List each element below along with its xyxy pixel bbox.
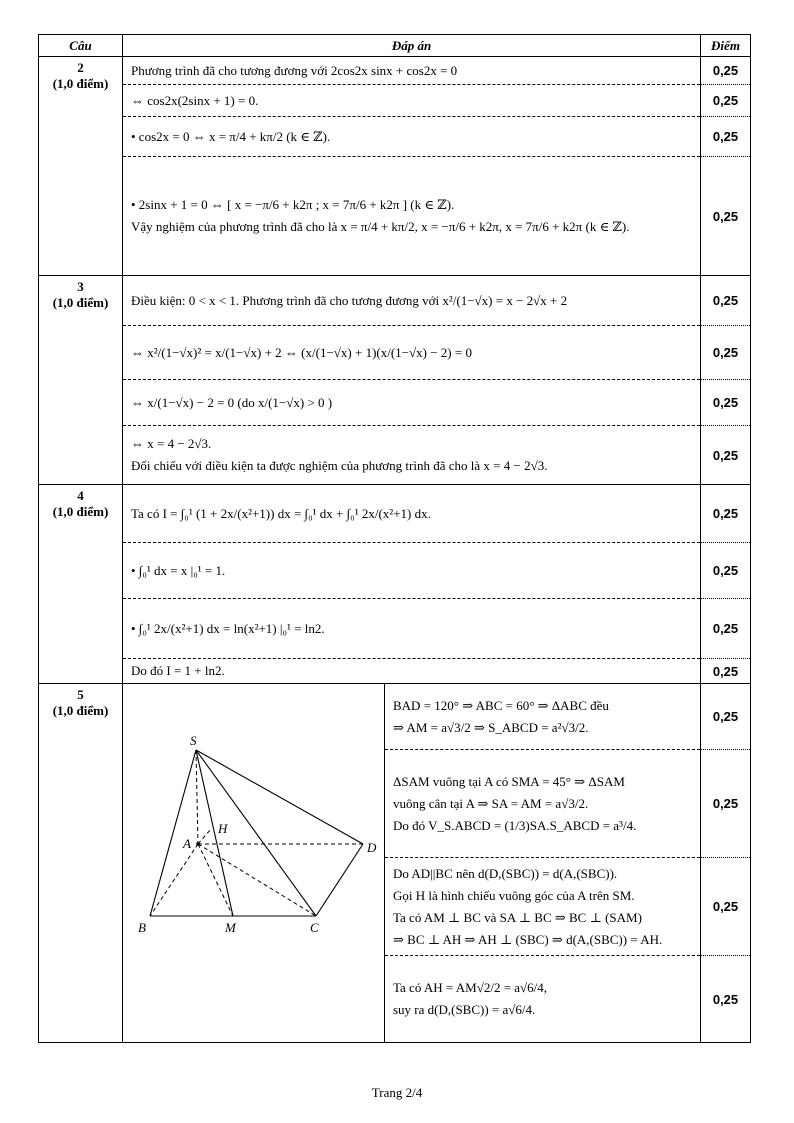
answer-step: Do AD||BC nên d(D,(SBC)) = d(A,(SBC)). Gọi H là hình chiếu vuông góc của A trên SM. Ta có AM ⊥ BC và SA ⊥ BC ⇒ BC ⊥ (SAM) ⇒ BC ⊥ AH ⇒ AH ⊥ (SBC) ⇒ d(A,(SBC)) = AH. [385,858,700,956]
question-weight: (1,0 điểm) [52,703,109,718]
question-3-label [39,276,123,485]
answer-step: Ta có I = ∫₀¹ (1 + 2x/(x²+1)) dx = ∫₀¹ dx + ∫₀¹ 2x/(x²+1) dx. [123,485,700,543]
answer-table [38,34,751,1043]
points-value: 0,25 [701,326,750,380]
edge-AH [198,829,211,844]
question-number: 3 [77,279,84,294]
points-value: 0,25 [701,85,750,117]
question-weight: (1,0 điểm) [52,76,109,91]
answer-step: Ta có AH = AM√2/2 = a√6/4, suy ra d(D,(SBC)) = a√6/4. [393,980,548,1017]
points-value: 0,25 [701,117,750,157]
question-2-row [39,57,751,276]
answer-sheet [38,34,750,1043]
question-3-row [39,276,751,485]
question-number: 5 [77,687,84,702]
pyramid-figure [123,684,385,1042]
answer-step: • 2sinx + 1 = 0 ⇔ [ x = −π/6 + k2π ; x = 7π/6 + k2π ] (k ∈ ℤ). Vậy nghiệm của phương trình đã cho là x = π/4 + kπ/2, x = −π/6 + k2π, x = 7π/6 + k2π (k ∈ ℤ). [131,197,630,234]
points-value: 0,25 [701,684,750,750]
label-A: A [183,836,191,851]
points-value: 0,25 [701,858,750,956]
label-H: H [218,821,228,836]
points-value: 0,25 [701,750,750,858]
header-points: Điểm [701,35,751,57]
point-A [196,842,200,846]
answer-step: • ∫₀¹ 2x/(x²+1) dx = ln(x²+1) |₀¹ = ln2. [123,599,700,659]
label-M: M [225,920,236,935]
table-header [39,35,751,57]
answer-step: ΔSAM vuông tại A có SMA = 45° ⇒ ΔSAM vuông cân tại A ⇒ SA = AM = a√3/2. Do đó V_S.ABCD = (1/3)SA.S_ABCD = a³/4. [385,750,700,858]
answer-step: Do đó I = 1 + ln2. [131,663,225,678]
points-value: 0,25 [701,380,750,426]
points-value: 0,25 [712,208,739,224]
question-5-row [39,684,751,1043]
question-5-label [39,684,123,1043]
edge-AC [198,844,316,916]
label-D: D [367,840,377,855]
question-weight: (1,0 điểm) [52,295,109,310]
answer-step: ⇔ x²/(1−√x)² = x/(1−√x) + 2 ⇔ (x/(1−√x) + 1)(x/(1−√x) − 2) = 0 [123,326,700,380]
header-answer: Đáp án [123,35,701,57]
edge-SB [150,750,196,916]
answer-step: Điều kiện: 0 < x < 1. Phương trình đã cho tương đương với x²/(1−√x) = x − 2√x + 2 [123,276,700,326]
question-2-label [39,57,123,276]
answer-step: • cos2x = 0 ⇔ x = π/4 + kπ/2 (k ∈ ℤ). [123,117,700,157]
points-value: 0,25 [712,991,739,1007]
points-value: 0,25 [701,57,750,85]
edge-AM [198,844,233,916]
answer-step: Phương trình đã cho tương đương với 2cos2x sinx + cos2x = 0 [123,57,700,85]
points-value: 0,25 [712,663,739,679]
answer-step: ⇔ x = 4 − 2√3. Đối chiếu với điều kiện ta được nghiệm của phương trình đã cho là x = 4 − 2√3. [131,436,548,473]
points-value: 0,25 [701,485,750,543]
question-4-row [39,485,751,684]
points-value: 0,25 [701,599,750,659]
question-number: 4 [77,488,84,503]
question-weight: (1,0 điểm) [52,504,109,519]
points-value: 0,25 [701,276,750,326]
answer-step: BAD = 120° ⇒ ABC = 60° ⇒ ΔABC đều ⇒ AM = a√3/2 ⇒ S_ABCD = a²√3/2. [385,684,700,750]
points-value: 0,25 [701,543,750,599]
pyramid-diagram [123,684,385,1042]
edge-AB [150,844,198,916]
question-4-label [39,485,123,684]
page-number: Trang 2/4 [371,1085,423,1100]
edge-SA [196,750,198,844]
edge-CD [316,844,363,916]
label-B: B [138,920,146,935]
answer-step: • ∫₀¹ dx = x |₀¹ = 1. [123,543,700,599]
label-S: S [190,733,197,748]
label-C: C [310,920,319,935]
question-number: 2 [77,60,84,75]
answer-step: ⇔ cos2x(2sinx + 1) = 0. [123,85,700,117]
answer-step: ⇔ x/(1−√x) − 2 = 0 (do x/(1−√x) > 0 ) [123,380,700,426]
points-value: 0,25 [712,447,739,463]
header-question: Câu [39,35,123,57]
